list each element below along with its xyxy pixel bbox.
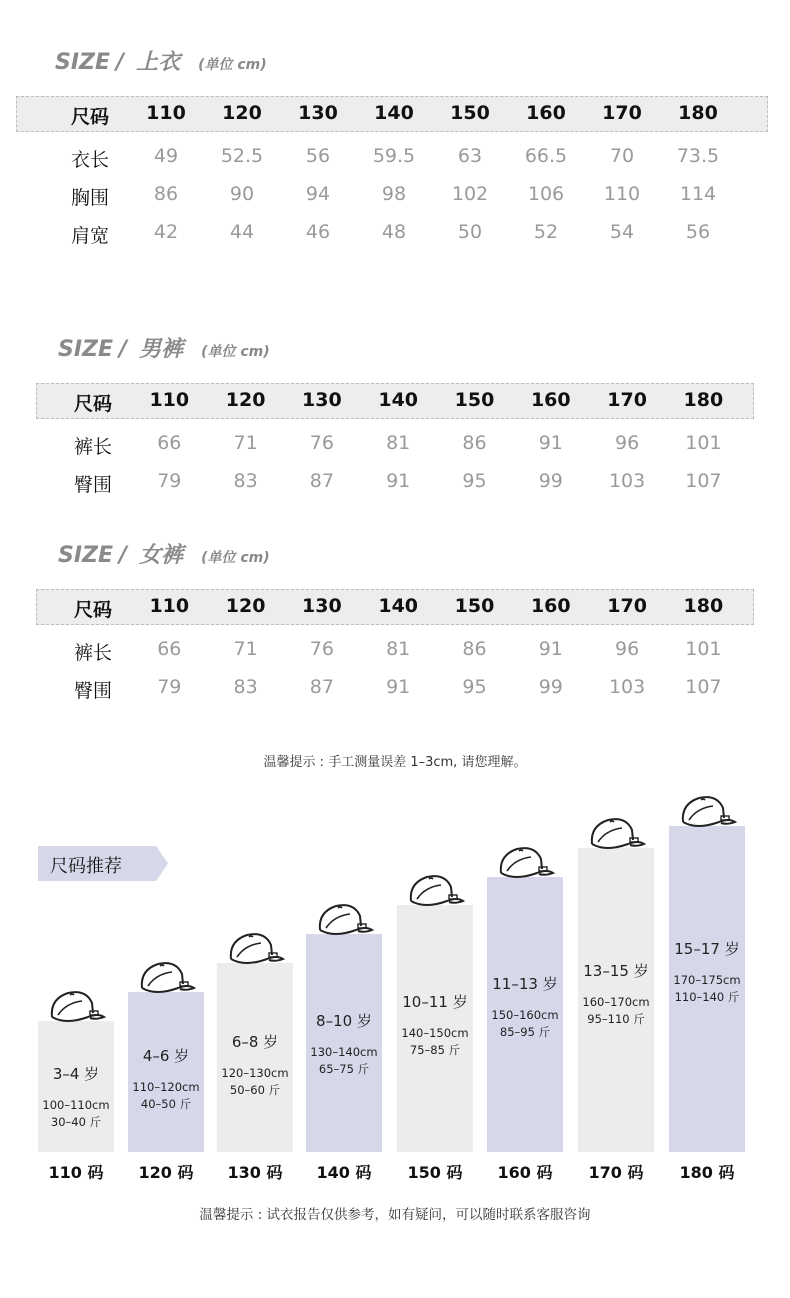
section-title [58,538,270,569]
age-range: 15–17 岁 [674,940,740,958]
header-size-cell: 120 [225,389,266,411]
table-cell: 86 [462,638,487,660]
row-label: 臀围 [73,474,112,496]
baseball-cap-icon [495,843,557,885]
height-range: 120–130cm [221,1066,289,1080]
table-cell: 59.5 [372,145,416,167]
garment-name: 女裤 [139,543,184,568]
section-title [58,332,270,363]
size-label: 120 码 [138,1163,194,1182]
table-cell: 91 [538,432,563,454]
header-size-cell: 140 [378,389,419,411]
table-cell: 99 [538,470,563,492]
table-cell: 95 [462,470,487,492]
table-cell: 76 [309,432,334,454]
table-cell: 81 [386,432,411,454]
baseball-cap-icon [225,929,287,971]
height-range: 100–110cm [42,1098,110,1112]
weight-range: 40–50 斤 [140,1097,192,1111]
fitting-note: 温馨提示 : 试衣报告仅供参考，如有疑问，可以随时联系客服咨询 [199,1207,591,1223]
age-range: 11–13 岁 [492,975,558,993]
table-cell: 44 [229,221,255,243]
size-bar [128,992,204,1152]
table-cell: 96 [615,432,640,454]
height-range: 140–150cm [401,1026,469,1040]
size-label: 130 码 [227,1163,283,1182]
row-label: 臀围 [73,680,112,702]
table-cell: 101 [685,432,722,454]
table-cell: 110 [603,183,641,205]
header-size-cell: 130 [302,389,342,411]
table-cell: 107 [685,470,722,492]
header-size-cell: 150 [450,102,490,124]
header-size-cell: 180 [678,102,718,124]
table-cell: 106 [527,183,565,205]
table-cell: 91 [386,676,411,698]
height-range: 160–170cm [582,995,650,1009]
table-cell: 101 [685,638,722,660]
baseball-cap-icon [677,792,739,834]
age-range: 8–10 岁 [316,1012,372,1030]
header-size-cell: 150 [454,595,495,617]
table-cell: 71 [233,432,258,454]
table-cell: 71 [233,638,258,660]
header-size-cell: 180 [683,595,724,617]
table-cell: 103 [608,676,646,698]
header-size-cell: 120 [222,102,262,124]
table-cell: 96 [615,638,640,660]
header-size-cell: 140 [378,595,419,617]
table-cell: 86 [462,432,487,454]
slash: / [116,50,125,75]
height-range: 130–140cm [310,1045,378,1059]
table-cell: 54 [609,221,635,243]
table-cell: 98 [381,183,407,205]
age-range: 3–4 岁 [52,1065,100,1083]
measurement-note: 温馨提示 : 手工测量误差 1–3cm, 请您理解。 [263,755,527,770]
weight-range: 30–40 斤 [50,1115,102,1129]
unit-label: (单位 cm) [198,57,267,73]
slash: / [119,543,128,568]
header-size-cell: 170 [607,595,647,617]
table-cell: 102 [451,183,489,205]
weight-range: 50–60 斤 [229,1083,281,1097]
table-cell: 56 [305,145,331,167]
size-bar [217,963,293,1152]
garment-name: 上衣 [136,50,181,75]
header-size-label: 尺码 [73,599,112,621]
baseball-cap-icon [136,958,198,1000]
table-cell: 91 [386,470,411,492]
table-cell: 91 [538,638,563,660]
row-label: 裤长 [73,642,112,664]
table-cell: 46 [305,221,331,243]
age-range: 13–15 岁 [583,962,649,980]
unit-label: (单位 cm) [201,550,270,566]
recommend-badge [38,846,168,881]
header-size-cell: 160 [530,595,571,617]
table-cell: 86 [153,183,179,205]
table-cell: 79 [157,470,182,492]
weight-range: 95–110 斤 [587,1012,645,1026]
table-cell: 42 [153,221,179,243]
table-cell: 49 [153,145,179,167]
garment-name: 男裤 [139,337,184,362]
table-cell: 50 [457,221,483,243]
header-size-cell: 110 [149,389,190,411]
table-cell: 48 [381,221,407,243]
size-label: 180 码 [679,1163,735,1182]
header-size-label: 尺码 [73,393,112,415]
table-cell: 73.5 [676,145,720,167]
size-word: SIZE [55,50,111,75]
size-bar [38,1021,114,1152]
size-word: SIZE [58,337,114,362]
row-label: 胸围 [70,187,109,209]
size-word: SIZE [58,543,114,568]
header-size-cell: 140 [374,102,414,124]
table-cell: 81 [386,638,411,660]
table-cell: 99 [538,676,563,698]
baseball-cap-icon [46,987,108,1029]
weight-range: 110–140 斤 [674,990,740,1004]
table-cell: 79 [157,676,182,698]
row-label: 肩宽 [70,225,109,247]
baseball-cap-icon [586,814,648,856]
header-size-cell: 120 [225,595,266,617]
age-range: 4–6 岁 [142,1047,190,1065]
age-range: 6–8 岁 [231,1033,279,1051]
header-size-cell: 170 [607,389,647,411]
table-cell: 66 [157,432,182,454]
header-size-label: 尺码 [70,106,109,128]
table-cell: 95 [462,676,487,698]
table-cell: 87 [309,470,334,492]
header-size-cell: 160 [526,102,566,124]
header-size-cell: 110 [149,595,190,617]
row-label: 衣长 [70,149,109,171]
header-size-cell: 110 [146,102,186,124]
height-range: 150–160cm [491,1008,559,1022]
table-cell: 76 [309,638,334,660]
row-label: 裤长 [73,436,112,458]
weight-range: 85–95 斤 [499,1025,551,1039]
height-range: 110–120cm [132,1080,200,1094]
table-cell: 114 [679,183,717,205]
table-cell: 52 [533,221,559,243]
baseball-cap-icon [314,900,376,942]
table-cell: 66.5 [524,145,568,167]
table-cell: 52.5 [220,145,264,167]
table-cell: 70 [609,145,635,167]
header-size-cell: 180 [683,389,724,411]
size-label: 140 码 [316,1163,372,1182]
size-bar [306,934,382,1152]
table-cell: 63 [457,145,483,167]
table-cell: 83 [233,470,258,492]
section-title [55,45,267,76]
header-size-cell: 170 [602,102,642,124]
header-size-cell: 130 [298,102,338,124]
size-label: 170 码 [588,1163,644,1182]
height-range: 170–175cm [673,973,741,987]
recommend-title: 尺码推荐 [50,856,122,877]
weight-range: 65–75 斤 [318,1062,370,1076]
header-size-cell: 150 [454,389,495,411]
table-cell: 87 [309,676,334,698]
table-cell: 107 [685,676,722,698]
header-size-cell: 160 [530,389,571,411]
table-cell: 66 [157,638,182,660]
baseball-cap-icon [405,871,467,913]
table-cell: 103 [608,470,646,492]
size-label: 160 码 [497,1163,553,1182]
unit-label: (单位 cm) [201,344,270,360]
size-label: 110 码 [48,1163,104,1182]
slash: / [119,337,128,362]
age-range: 10–11 岁 [402,993,468,1011]
table-cell: 56 [685,221,711,243]
table-cell: 83 [233,676,258,698]
weight-range: 75–85 斤 [409,1043,461,1057]
table-cell: 90 [229,183,255,205]
size-label: 150 码 [407,1163,463,1182]
header-size-cell: 130 [302,595,342,617]
table-cell: 94 [305,183,331,205]
